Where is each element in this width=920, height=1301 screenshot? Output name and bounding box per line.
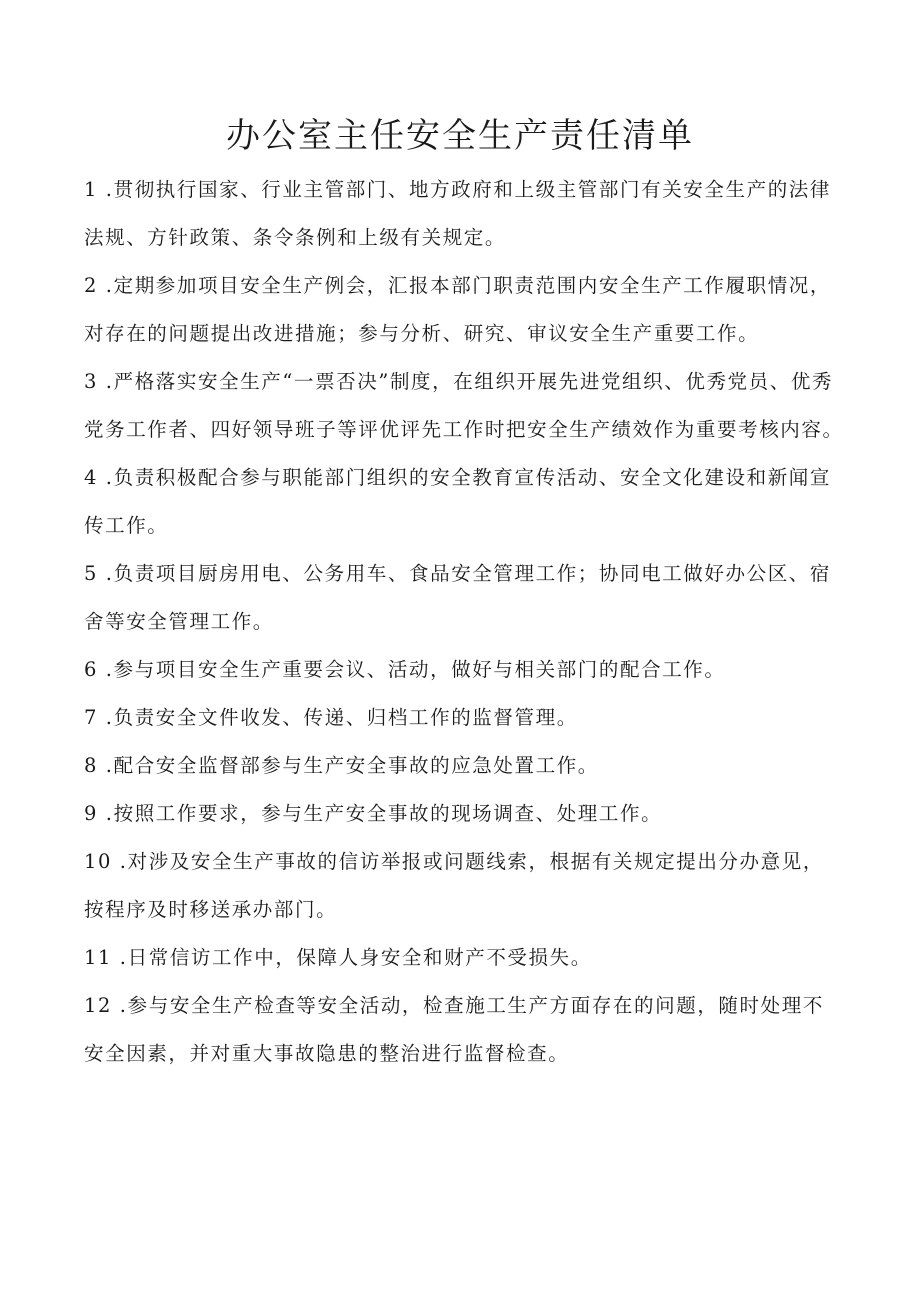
item-number: 3 . <box>84 370 114 393</box>
item-number: 2 . <box>84 274 114 297</box>
item-text: 负责积极配合参与职能部门组织的安全教育宣传活动、安全文化建设和新闻宣传工作。 <box>84 466 832 537</box>
item-number: 12 . <box>84 994 128 1017</box>
item-number: 11 . <box>84 946 128 969</box>
item-number: 8 . <box>84 754 114 777</box>
item-number: 7 . <box>84 706 114 729</box>
item-number: 10 . <box>84 850 128 873</box>
list-item <box>84 838 844 934</box>
item-text: 负责项目厨房用电、公务用车、食品安全管理工作；协同电工做好办公区、宿舍等安全管理工作。 <box>84 562 832 633</box>
item-number: 6 . <box>84 658 114 681</box>
list-item <box>84 550 844 646</box>
item-number: 5 . <box>84 562 114 585</box>
list-item <box>84 694 844 742</box>
item-number: 4 . <box>84 466 114 489</box>
item-number: 1 . <box>84 178 114 201</box>
list-item <box>84 646 844 694</box>
list-item <box>84 742 844 790</box>
item-text: 参与项目安全生产重要会议、活动，做好与相关部门的配合工作。 <box>113 658 726 681</box>
item-text: 日常信访工作中，保障人身安全和财产不受损失。 <box>127 946 592 969</box>
item-text: 配合安全监督部参与生产安全事故的应急处置工作。 <box>113 754 599 777</box>
item-text: 对涉及安全生产事故的信访举报或问题线索，根据有关规定提出分办意见，按程序及时移送承办部门。 <box>84 850 824 921</box>
item-text: 严格落实安全生产“一票否决”制度，在组织开展先进党组织、优秀党员、优秀党务工作者、四好领导班子等评优评先工作时把安全生产绩效作为重要考核内容。 <box>84 370 844 441</box>
list-item <box>84 262 844 358</box>
item-text: 定期参加项目安全生产例会，汇报本部门职责范围内安全生产工作履职情况，对存在的问题提出改进措施；参与分析、研究、审议安全生产重要工作。 <box>84 274 832 345</box>
list-item <box>84 358 844 454</box>
item-text: 贯彻执行国家、行业主管部门、地方政府和上级主管部门有关安全生产的法律法规、方针政策、条令条例和上级有关规定。 <box>84 178 832 249</box>
document-title: 办公室主任安全生产责任清单 <box>226 116 694 156</box>
item-text: 参与安全生产检查等安全活动，检查施工生产方面存在的问题，随时处理不安全因素，并对重大事故隐患的整治进行监督检查。 <box>84 994 824 1065</box>
item-text: 按照工作要求，参与生产安全事故的现场调查、处理工作。 <box>113 802 663 825</box>
list-item <box>84 454 844 550</box>
list-item <box>84 790 844 838</box>
item-text: 负责安全文件收发、传递、归档工作的监督管理。 <box>113 706 578 729</box>
list-item <box>84 982 844 1078</box>
list-item <box>84 166 844 262</box>
list-item <box>84 934 844 982</box>
responsibility-list <box>84 166 844 1078</box>
item-number: 9 . <box>84 802 114 825</box>
